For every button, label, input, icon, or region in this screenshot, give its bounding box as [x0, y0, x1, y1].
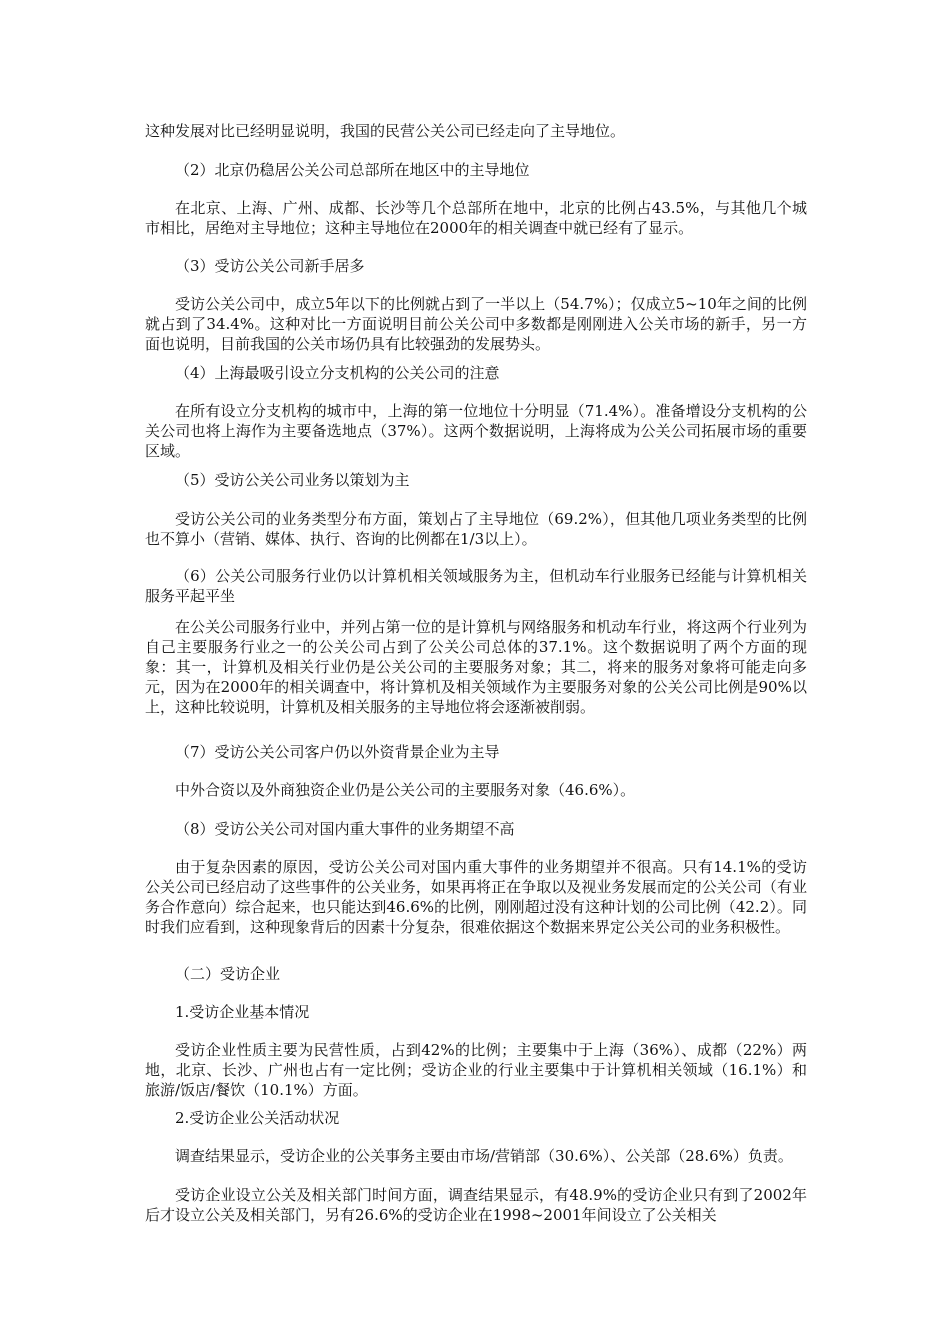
section-heading-2: （2）北京仍稳居公关公司总部所在地区中的主导地位	[175, 161, 530, 179]
paragraph-clients: 中外合资以及外商独资企业仍是公关公司的主要服务对象（46.6%）。	[175, 781, 636, 799]
section-heading-3: （3）受访公关公司新手居多	[175, 257, 365, 275]
paragraph-department-timing: 受访企业设立公关及相关部门时间方面，调查结果显示，有48.9%的受访企业只有到了2002年后才设立公关及相关部门，另有26.6%的受访企业在1998~2001年间设立了公关相关	[145, 1186, 807, 1224]
paragraph-enterprise-basics: 受访企业性质主要为民营性质，占到42%的比例；主要集中于上海（36%）、成都（22%）两地，北京、长沙、广州也占有一定比例；受访企业的行业主要集中于计算机相关领域（16.1%）和旅游/饭店/餐饮（10.1%）方面。	[145, 1041, 807, 1099]
paragraph-continuation: 这种发展对比已经明显说明，我国的民营公关公司已经走向了主导地位。	[145, 122, 626, 140]
paragraph-major-events: 由于复杂因素的原因，受访公关公司对国内重大事件的业务期望并不很高。只有14.1%的受访公关公司已经启动了这些事件的公关业务，如果再将正在争取以及视业务发展而定的公关公司（有业务合作意向）综合起来，也只能达到46.6%的比例，刚刚超过没有这种计划的公司比例（42.2）。同时我们应看到，这种现象背后的因素十分复杂，很难依据这个数据来界定公关公司的业务积极性。	[145, 858, 807, 936]
section-heading-enterprises: （二）受访企业	[175, 965, 281, 983]
paragraph-business-types: 受访公关公司的业务类型分布方面，策划占了主导地位（69.2%），但其他几项业务类型的比例也不算小（营销、媒体、执行、咨询的比例都在1/3以上）。	[145, 510, 807, 548]
section-heading-4: （4）上海最吸引设立分支机构的公关公司的注意	[175, 364, 500, 382]
section-heading-7: （7）受访公关公司客户仍以外资背景企业为主导	[175, 743, 500, 761]
subsection-heading-2: 2.受访企业公关活动状况	[175, 1109, 340, 1127]
paragraph-new-companies: 受访公关公司中，成立5年以下的比例就占到了一半以上（54.7%）；仅成立5~10年之间的比例就占到了34.4%。这种对比一方面说明目前公关公司中多数都是刚刚进入公关市场的新手，另一方面也说明，目前我国的公关市场仍具有比较强劲的发展势头。	[145, 295, 807, 353]
section-heading-8: （8）受访公关公司对国内重大事件的业务期望不高	[175, 820, 515, 838]
subsection-heading-1: 1.受访企业基本情况	[175, 1003, 310, 1021]
paragraph-pr-departments: 调查结果显示，受访企业的公关事务主要由市场/营销部（30.6%）、公关部（28.6%）负责。	[175, 1147, 793, 1165]
paragraph-beijing: 在北京、上海、广州、成都、长沙等几个总部所在地中，北京的比例占43.5%，与其他几个城市相比，居绝对主导地位；这种主导地位在2000年的相关调查中就已经有了显示。	[145, 199, 807, 237]
paragraph-shanghai: 在所有设立分支机构的城市中，上海的第一位地位十分明显（71.4%）。准备增设分支机构的公关公司也将上海作为主要备选地点（37%）。这两个数据说明，上海将成为公关公司拓展市场的重要区域。	[145, 402, 807, 460]
section-heading-5: （5）受访公关公司业务以策划为主	[175, 471, 410, 489]
paragraph-service-industries: 在公关公司服务行业中，并列占第一位的是计算机与网络服务和机动车行业，将这两个行业列为自己主要服务行业之一的公关公司占到了公关公司总体的37.1%。这个数据说明了两个方面的现象：其一，计算机及相关行业仍是公关公司的主要服务对象；其二，将来的服务对象将可能走向多元，因为在2000年的相关调查中，将计算机及相关领域作为主要服务对象的公关公司比例是90%以上，这种比较说明，计算机及相关服务的主导地位将会逐渐被削弱。	[145, 618, 807, 716]
section-heading-6: （6）公关公司服务行业仍以计算机相关领域服务为主，但机动车行业服务已经能与计算机相关服务平起平坐	[145, 567, 807, 605]
